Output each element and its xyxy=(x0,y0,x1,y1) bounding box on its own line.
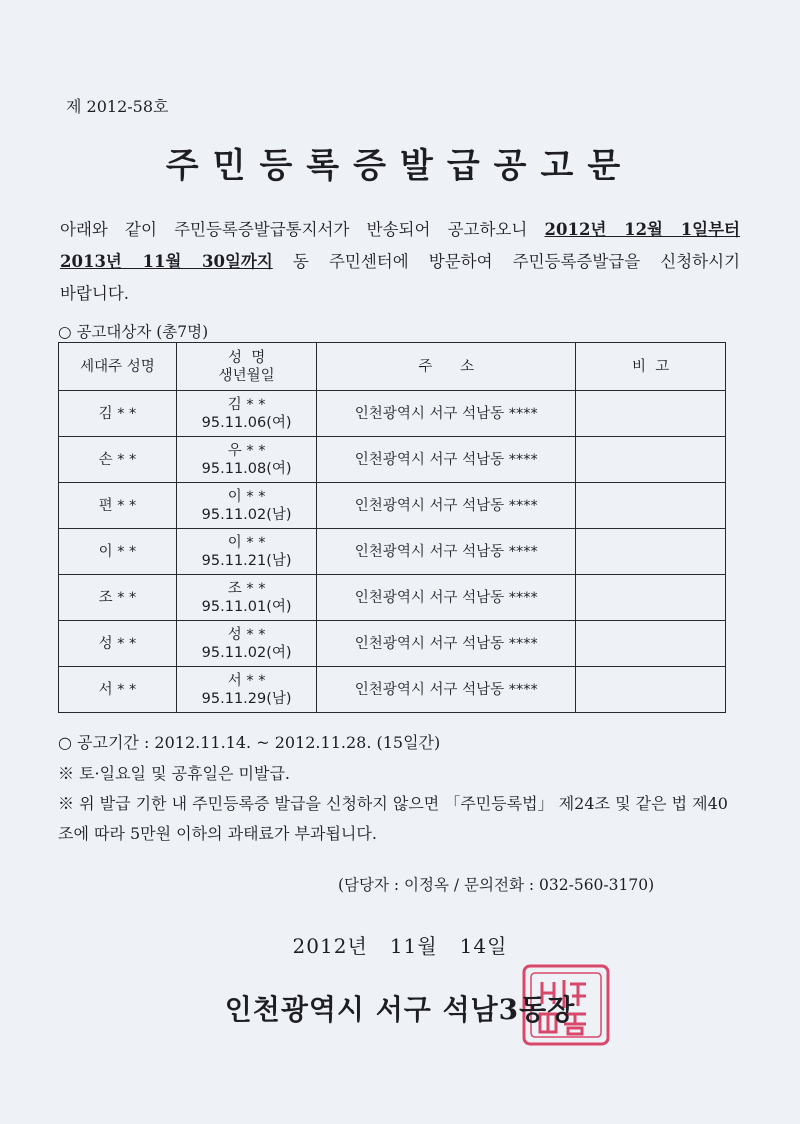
cell-address: 인천광역시 서구 석남동 **** xyxy=(317,667,576,713)
cell-note xyxy=(576,437,726,483)
table-row xyxy=(59,667,726,713)
intro-text: 바랍니다. xyxy=(60,284,130,303)
header-name-birth xyxy=(176,343,316,391)
cell-householder: 조 * * xyxy=(59,575,177,621)
cell-address: 인천광역시 서구 석남동 **** xyxy=(317,575,576,621)
cell-note xyxy=(576,667,726,713)
table-row xyxy=(59,575,726,621)
cell-note xyxy=(576,391,726,437)
intro-text: 동 주민센터에 방문하여 주민등록증발급을 신청하시기 xyxy=(272,252,741,271)
cell-householder: 편 * * xyxy=(59,483,177,529)
cell-birth: 95.11.21(남) xyxy=(201,552,292,569)
cell-householder: 서 * * xyxy=(59,667,177,713)
note-holidays: ※ 토·일요일 및 공휴일은 미발급. xyxy=(58,764,290,783)
cell-householder: 김 * * xyxy=(59,391,177,437)
page-title: 주민등록증발급공고문 xyxy=(165,146,635,186)
cell-birth: 95.11.06(여) xyxy=(201,414,292,431)
cell-name-birth xyxy=(176,667,316,713)
cell-name: 성 * * xyxy=(227,626,266,643)
cell-name: 우 * * xyxy=(227,442,266,459)
cell-address: 인천광역시 서구 석남동 **** xyxy=(317,437,576,483)
cell-name-birth xyxy=(176,391,316,437)
table-row xyxy=(59,437,726,483)
cell-birth: 95.11.01(여) xyxy=(201,598,292,615)
cell-note xyxy=(576,529,726,575)
note-penalty: ※ 위 발급 기한 내 주민등록증 발급을 신청하지 않으면 「주민등록법」 제24조 및 같은 법 제40조에 따라 5만원 이하의 과태료가 부과됩니다. xyxy=(58,794,728,843)
cell-birth: 95.11.02(여) xyxy=(201,644,292,661)
table-header-row xyxy=(59,343,726,391)
table-row xyxy=(59,621,726,667)
cell-address: 인천광역시 서구 석남동 **** xyxy=(317,483,576,529)
cell-householder: 이 * * xyxy=(59,529,177,575)
target-heading: ○ 공고대상자 (총7명) xyxy=(58,323,209,341)
cell-householder: 성 * * xyxy=(59,621,177,667)
table-row xyxy=(59,391,726,437)
cell-householder: 손 * * xyxy=(59,437,177,483)
header-name: 성 명 xyxy=(228,349,266,366)
header-note: 비 고 xyxy=(576,343,726,391)
cell-name-birth xyxy=(176,575,316,621)
contact-info: (담당자 : 이정옥 / 문의전화 : 032-560-3170) xyxy=(338,876,655,894)
cell-name: 조 * * xyxy=(227,580,266,597)
cell-name: 이 * * xyxy=(227,488,266,505)
table-row xyxy=(59,483,726,529)
header-householder: 세대주 성명 xyxy=(59,343,177,391)
table-row xyxy=(59,529,726,575)
cell-note xyxy=(576,483,726,529)
cell-name: 이 * * xyxy=(227,534,266,551)
cell-name: 김 * * xyxy=(227,396,266,413)
cell-birth: 95.11.08(여) xyxy=(201,460,292,477)
end-date: 2013년 11월 30일까지 xyxy=(60,252,273,271)
issuer-name: 인천광역시 서구 석남3동장 xyxy=(224,993,576,1026)
start-date: 2012년 12월 1일부터 xyxy=(544,220,740,239)
cell-address: 인천광역시 서구 석남동 **** xyxy=(317,621,576,667)
target-table xyxy=(58,342,726,713)
cell-address: 인천광역시 서구 석남동 **** xyxy=(317,529,576,575)
cell-address: 인천광역시 서구 석남동 **** xyxy=(317,391,576,437)
cell-name: 서 * * xyxy=(227,672,266,689)
cell-name-birth xyxy=(176,529,316,575)
header-birth: 생년월일 xyxy=(218,367,275,384)
intro-text: 아래와 같이 주민등록증발급통지서가 반송되어 공고하오니 xyxy=(60,220,545,239)
cell-name-birth xyxy=(176,437,316,483)
cell-note xyxy=(576,575,726,621)
notice-period: ○ 공고기간 : 2012.11.14. ~ 2012.11.28. (15일간) xyxy=(58,733,441,752)
cell-name-birth xyxy=(176,621,316,667)
cell-birth: 95.11.02(남) xyxy=(201,506,292,523)
issue-date: 2012년 11월 14일 xyxy=(292,934,508,958)
document-number: 제 2012-58호 xyxy=(66,97,169,116)
cell-name-birth xyxy=(176,483,316,529)
cell-birth: 95.11.29(남) xyxy=(201,690,292,707)
intro-paragraph xyxy=(60,214,740,310)
header-address: 주 소 xyxy=(317,343,576,391)
cell-note xyxy=(576,621,726,667)
